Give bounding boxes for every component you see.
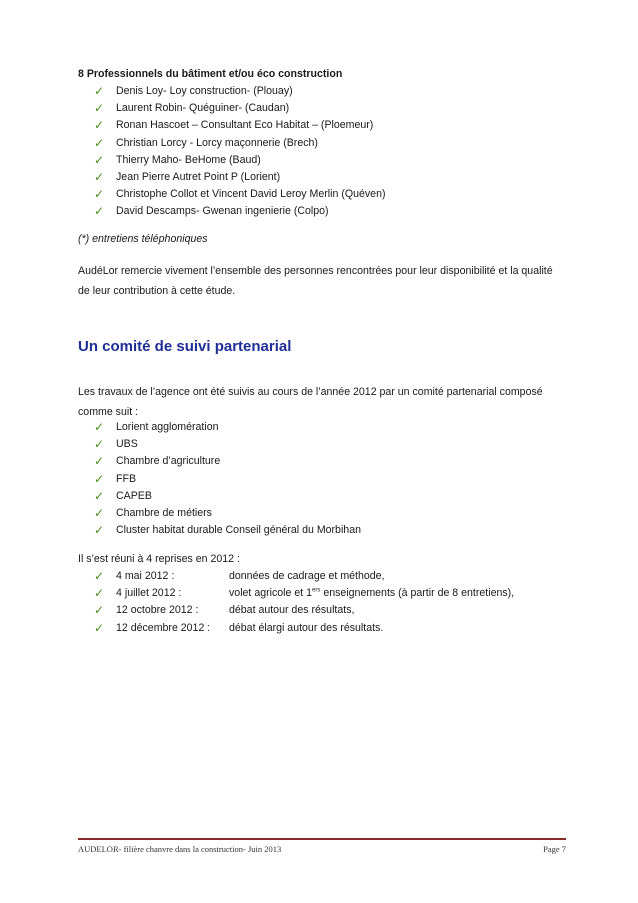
meeting-date: 4 mai 2012 :: [116, 570, 175, 582]
checkmark-icon: ✓: [94, 84, 105, 98]
checkmark-icon: ✓: [94, 620, 105, 635]
footer-divider: [78, 838, 566, 840]
checkmark-icon: ✓: [94, 118, 105, 133]
list-item: ✓ Thierry Maho- BeHome (Baud): [94, 152, 261, 167]
meeting-desc: données de cadrage et méthode,: [229, 570, 385, 582]
checkmark-icon: ✓: [94, 437, 105, 452]
checkmark-icon: ✓: [94, 569, 105, 583]
meeting-item: [94, 568, 568, 585]
meeting-date: 4 juillet 2012 :: [116, 587, 182, 600]
section-heading: Un comité de suivi partenarial: [78, 338, 292, 355]
checkmark-icon: ✓: [94, 586, 105, 601]
list-item: ✓ David Descamps- Gwenan ingenierie (Colpo): [94, 204, 329, 219]
meeting-date: 12 octobre 2012 :: [116, 604, 199, 617]
committee-members: [78, 419, 568, 539]
list-item: ✓ Ronan Hascoet – Consultant Eco Habitat – (Ploemeur): [94, 118, 374, 133]
list-item: ✓ Lorient agglomération: [94, 420, 219, 434]
meeting-desc: débat autour des résultats,: [229, 604, 355, 617]
meetings-schedule: [78, 568, 568, 637]
list-item: ✓ Cluster habitat durable Conseil général du Morbihan: [94, 523, 361, 538]
checkmark-icon: ✓: [94, 169, 105, 184]
professionals-heading: 8 Professionnels du bâtiment et/ou éco construction: [78, 68, 343, 80]
list-item: ✓ Laurent Robin- Quéguiner- (Caudan): [94, 101, 290, 116]
thanks-paragraph: AudéLor remercie vivement l’ensemble des personnes rencontrées pour leur disponibilité et la qualité de leur contribution à cette étude.: [78, 265, 553, 297]
list-item: ✓ Christophe Collot et Vincent David Leroy Merlin (Quéven): [94, 187, 386, 202]
checkmark-icon: ✓: [94, 471, 105, 486]
meeting-item: [94, 602, 568, 619]
checkmark-icon: ✓: [94, 204, 105, 219]
checkmark-icon: ✓: [94, 420, 105, 434]
checkmark-icon: ✓: [94, 101, 105, 116]
professionals-list: [78, 83, 568, 221]
list-item: ✓ Chambre d’agriculture: [94, 454, 221, 469]
checkmark-icon: ✓: [94, 135, 105, 150]
meeting-item: [94, 620, 568, 637]
checkmark-icon: ✓: [94, 187, 105, 202]
committee-intro: Les travaux de l’agence ont été suivis au cours de l’année 2012 par un comité partenarial composé comme suit :: [78, 386, 543, 418]
list-item: ✓ CAPEB: [94, 488, 152, 503]
professionals-section: [78, 66, 568, 221]
checkmark-icon: ✓: [94, 454, 105, 469]
members-list: [78, 419, 568, 539]
page-number: Page 7: [543, 844, 566, 854]
list-item: ✓ FFB: [94, 471, 137, 486]
footer-title: AUDELOR- filière chanvre dans la construction- Juin 2013: [78, 844, 282, 854]
list-item: ✓ Chambre de métiers: [94, 505, 212, 520]
meetings-intro: Il s’est réuni à 4 reprises en 2012 :: [78, 553, 240, 565]
checkmark-icon: ✓: [94, 505, 105, 520]
meeting-date: 12 décembre 2012 :: [116, 621, 211, 634]
checkmark-icon: ✓: [94, 152, 105, 167]
list-item: ✓ UBS: [94, 437, 138, 452]
list-item: ✓ Denis Loy- Loy construction- (Plouay): [94, 84, 293, 98]
checkmark-icon: ✓: [94, 488, 105, 503]
meeting-desc: volet agricole et 1ers enseignements (à partir de 8 entretiens),: [229, 587, 515, 600]
list-item: ✓ Christian Lorcy - Lorcy maçonnerie (Brech): [94, 135, 318, 150]
list-item: ✓ Jean Pierre Autret Point P (Lorient): [94, 169, 281, 184]
meetings-list: [78, 568, 568, 637]
checkmark-icon: ✓: [94, 603, 105, 618]
meeting-desc: débat élargi autour des résultats.: [229, 621, 384, 634]
interview-note: (*) entretiens téléphoniques: [78, 233, 208, 245]
checkmark-icon: ✓: [94, 523, 105, 538]
meeting-item: [94, 585, 568, 602]
